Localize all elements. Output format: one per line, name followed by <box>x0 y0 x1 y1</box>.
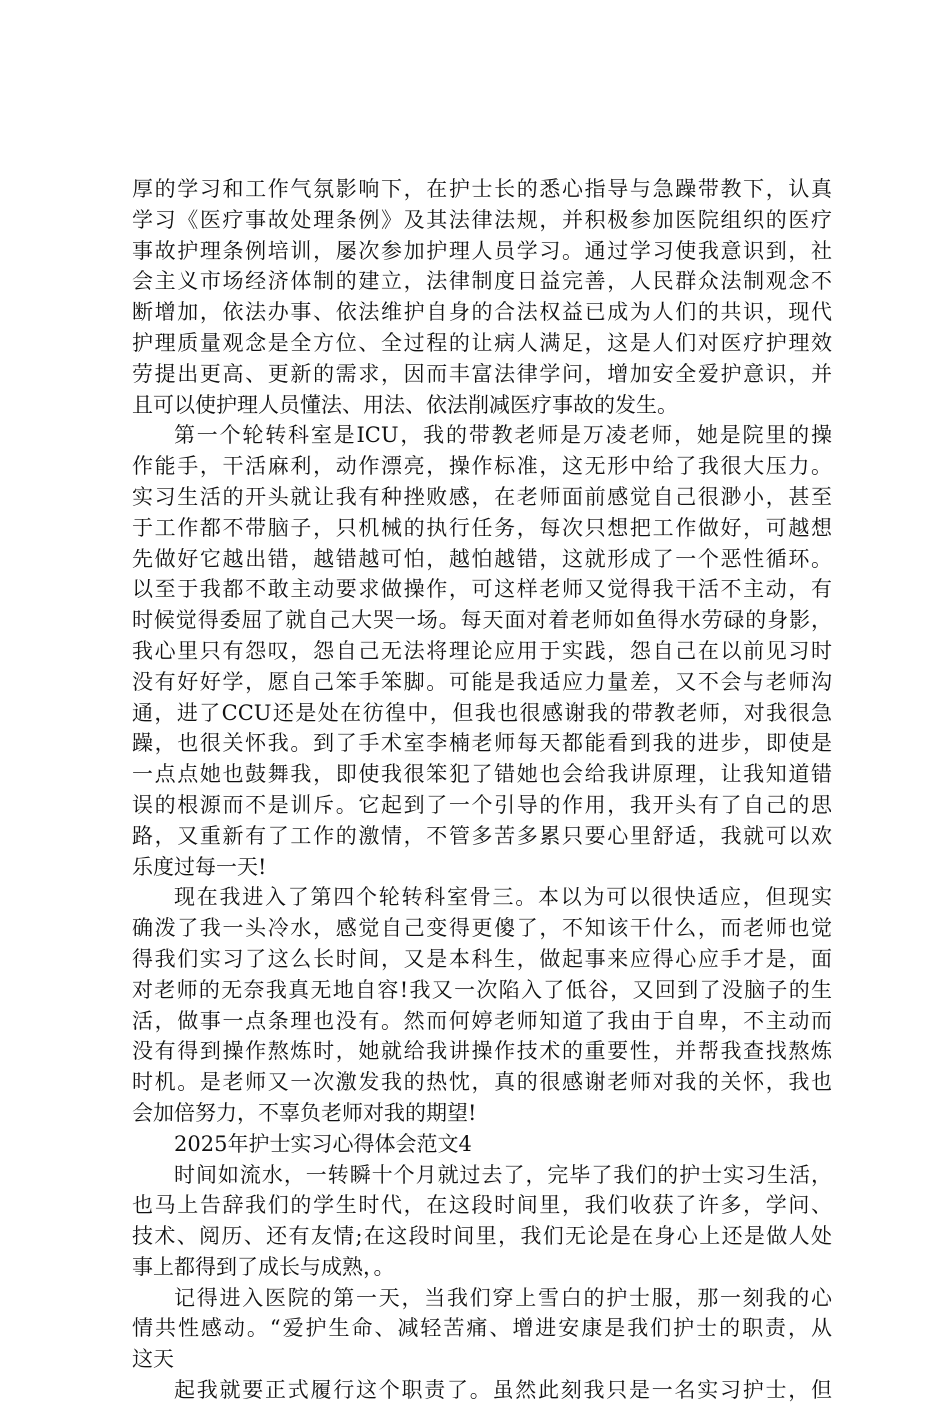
text-line: 于工作都不带脑子，只机械的执行任务，每次只想把工作做好，可越想 <box>132 515 832 540</box>
text-line: 也马上告辞我们的学生时代，在这段时间里，我们收获了许多，学问、 <box>132 1193 832 1218</box>
text-line: 会加倍努力，不辜负老师对我的期望! <box>132 1100 477 1125</box>
text-line: 学习《医疗事故处理条例》及其法律法规，并积极参加医院组织的医疗 <box>132 207 832 232</box>
text-line: 对老师的无奈我真无地自容!我又一次陷入了低谷，又回到了没脑子的生 <box>132 977 832 1002</box>
text-line: 以至于我都不敢主动要求做操作，可这样老师又觉得我干活不主动，有 <box>132 577 832 602</box>
text-line: 通，进了CCU还是处在彷徨中，但我也很感谢我的带教老师，对我很急 <box>132 700 832 725</box>
text-line: 实习生活的开头就让我有种挫败感，在老师面前感觉自己很渺小，甚至 <box>132 484 832 509</box>
text-line: 断增加，依法办事、依法维护自身的合法权益已成为人们的共识，现代 <box>132 300 832 325</box>
text-line: 时间如流水，一转瞬十个月就过去了，完毕了我们的护士实习生活， <box>174 1162 832 1187</box>
text-line: 作能手，干活麻利，动作漂亮，操作标准，这无形中给了我很大压力。 <box>132 454 832 479</box>
text-line: 路，又重新有了工作的激情，不管多苦多累只要心里舒适，我就可以欢 <box>132 823 832 848</box>
text-line: 护理质量观念是全方位、全过程的让病人满足，这是人们对医疗护理效 <box>132 330 832 355</box>
text-line: 第一个轮转科室是ICU，我的带教老师是万凌老师，她是院里的操 <box>174 423 832 448</box>
text-line: 事上都得到了成长与成熟，。 <box>132 1254 395 1279</box>
section-heading: 2025年护士实习心得体会范文4 <box>174 1131 472 1156</box>
text-line: 事故护理条例培训，屡次参加护理人员学习。通过学习使我意识到，社 <box>132 238 832 263</box>
text-line: 情共性感动。“爱护生命、减轻苦痛、增进安康是我们护士的职责，从 <box>132 1316 832 1341</box>
text-line: 先做好它越出错，越错越可怕，越怕越错，这就形成了一个恶性循环。 <box>132 546 832 571</box>
text-line: 躁，也很关怀我。到了手术室李楠老师每天都能看到我的进步，即使是 <box>132 731 832 756</box>
text-line: 确泼了我一头冷水，感觉自己变得更傻了，不知该干什么，而老师也觉 <box>132 916 832 941</box>
text-line: 会主义市场经济体制的建立，法律制度日益完善，人民群众法制观念不 <box>132 269 832 294</box>
text-line: 活，做事一点条理也没有。然而何婷老师知道了我由于自卑，不主动而 <box>132 1008 832 1033</box>
text-line: 时候觉得委屈了就自己大哭一场。每天面对着老师如鱼得水劳碌的身影， <box>132 608 832 633</box>
text-line: 劳提出更高、更新的需求，因而丰富法律学问，增加安全爱护意识，并 <box>132 361 832 386</box>
text-line: 起我就要正式履行这个职责了。虽然此刻我只是一名实习护士，但 <box>174 1378 832 1403</box>
text-line: 一点点她也鼓舞我，即使我很笨犯了错她也会给我讲原理，让我知道错 <box>132 762 832 787</box>
text-line: 时机。是老师又一次激发我的热忱，真的很感谢老师对我的关怀，我也 <box>132 1070 832 1095</box>
text-line: 厚的学习和工作气氛影响下，在护士长的悉心指导与急躁带教下，认真 <box>132 177 832 201</box>
text-line: 技术、阅历、还有友情;在这段时间里，我们无论是在身心上还是做人处 <box>132 1224 832 1249</box>
text-line: 记得进入医院的第一天，当我们穿上雪白的护士服，那一刻我的心 <box>174 1285 832 1310</box>
text-line: 没有好好学，愿自己笨手笨脚。可能是我适应力量差，又不会与老师沟 <box>132 669 832 694</box>
text-line: 现在我进入了第四个轮转科室骨三。本以为可以很快适应，但现实 <box>174 885 832 910</box>
text-line: 这天 <box>132 1347 174 1372</box>
text-line: 误的根源而不是训斥。它起到了一个引导的作用，我开头有了自己的思 <box>132 792 832 817</box>
text-line: 乐度过每一天! <box>132 854 267 879</box>
document-body <box>132 174 832 1406</box>
text-line: 没有得到操作熬炼时，她就给我讲操作技术的重要性，并帮我查找熬炼 <box>132 1039 832 1064</box>
text-line: 得我们实习了这么长时间，又是本科生，做起事来应得心应手才是，面 <box>132 946 832 971</box>
text-line: 且可以使护理人员懂法、用法、依法削减医疗事故的发生。 <box>132 392 678 417</box>
text-line: 我心里只有怨叹，怨自己无法将理论应用于实践，怨自己在以前见习时 <box>132 638 832 663</box>
